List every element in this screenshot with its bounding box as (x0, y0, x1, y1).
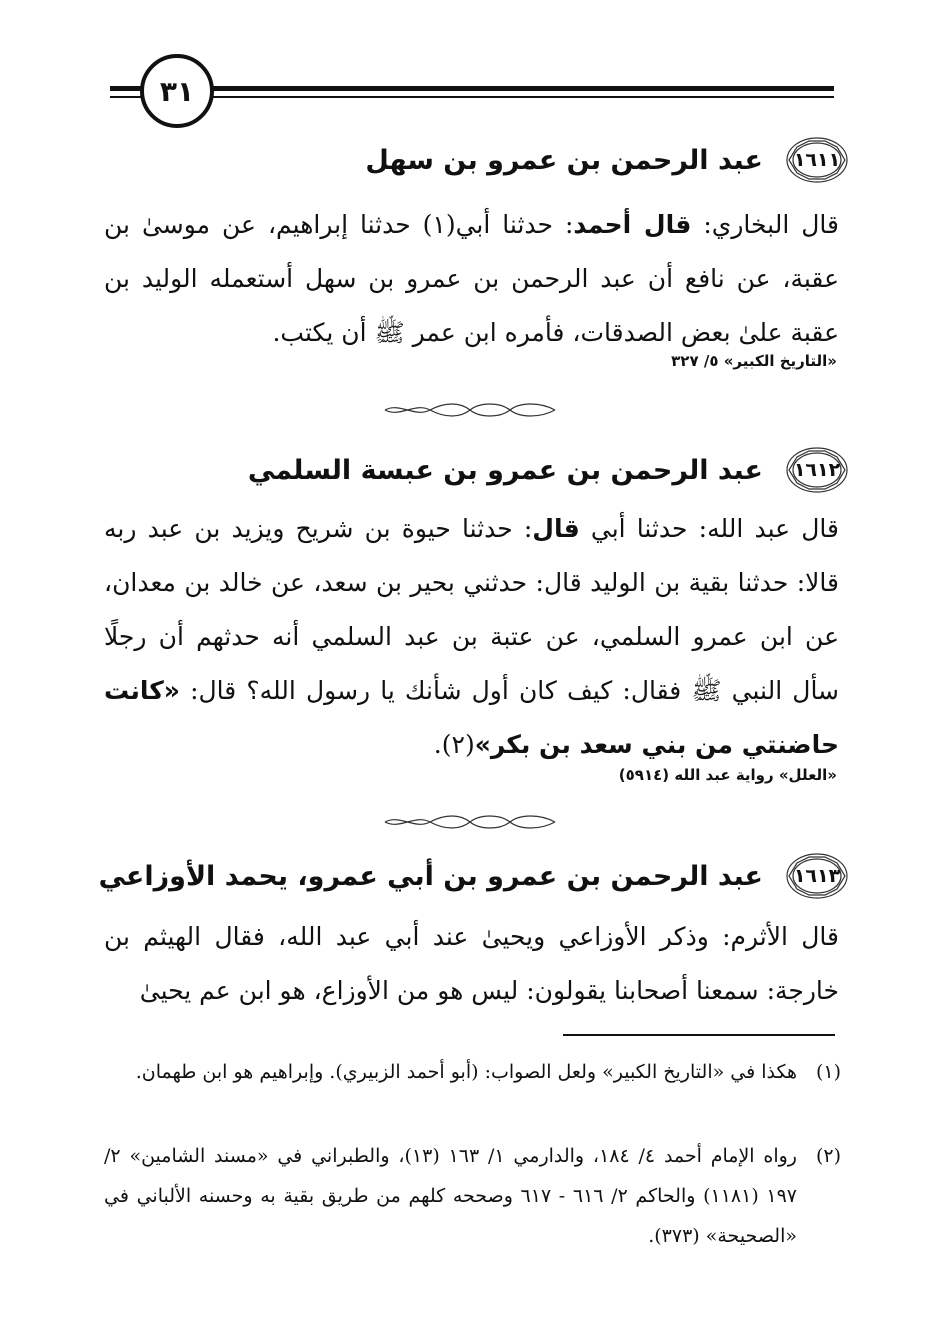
entry-source: «العلل» رواية عبد الله (٥٩١٤) (618, 766, 837, 784)
footnote-number: (١) (815, 1061, 841, 1083)
entry-body: قال البخاري: قال أحمد: حدثنا أبي(١) حدثنا إبراهيم، عن موسىٰ بن عقبة، عن نافع أن عبد الرحمن بن عمرو بن سهل أستعمله الوليد بن عقبة علىٰ بعض الصدقات، فأمره ابن عمر ﷺ أن يكتب. (104, 210, 839, 347)
entry-body: قال الأثرم: وذكر الأوزاعي ويحيىٰ عند أبي عبد الله، فقال الهيثم بن خارجة: سمعنا أصحابنا يقولون: ليس هو من الأوزاع، هو ابن عم يحيىٰ (104, 922, 839, 1005)
divider-ornament-icon (380, 814, 560, 830)
entry-number-badge: ١٦١١ (785, 135, 849, 185)
entry-title: عبد الرحمن بن عمرو بن عبسة السلمي (247, 454, 763, 486)
header-rule (212, 96, 834, 98)
footnote-text: رواه الإمام أحمد ٤/ ١٨٤، والدارمي ١/ ١٦٣ (١٣)، والطبراني في «مسند الشامين» ٢/ ١٩٧ (١١٨١) والحاكم ٢/ ٦١٦ - ٦١٧ وصححه كلهم من طريق بقية به وحسنه الألباني في «الصحيحة» (٣٧٣). (104, 1145, 797, 1247)
divider-ornament-icon (380, 402, 560, 418)
entry-body: قال عبد الله: حدثنا أبي قال: حدثنا حيوة بن شريح ويزيد بن عبد ربه قالا: حدثنا بقية بن الوليد قال: حدثني بحير بن سعد، عن خالد بن معدان، عن ابن عمرو السلمي، عن عتبة بن عبد السلمي أنه حدثهم أن رجلًا سأل النبي ﷺ فقال: كيف كان أول شأنك يا رسول الله؟ قال: «كانت حاضنتي من بني سعد بن بكر»(٢). (104, 514, 840, 759)
page-number: ٣١ (140, 54, 214, 128)
entry-number-badge: ١٦١٣ (785, 851, 849, 901)
footnote (104, 1052, 841, 1092)
entry-number-badge: ١٦١٢ (785, 445, 849, 495)
footnote (104, 1136, 841, 1256)
entry-title: عبد الرحمن بن عمرو بن سهل (365, 144, 763, 176)
entry-heading (100, 440, 849, 500)
page-header (0, 0, 941, 130)
footnote-rule (563, 1034, 835, 1036)
entry-heading (100, 130, 849, 190)
footnote-number: (٢) (815, 1145, 841, 1167)
entry-title: عبد الرحمن بن عمرو بن أبي عمرو، يحمد الأوزاعي (98, 860, 763, 892)
entry-source: «التاريخ الكبير» ٥/ ٣٢٧ (671, 352, 837, 370)
footnote-text: هكذا في «التاريخ الكبير» ولعل الصواب: (أبو أحمد الزبيري). وإبراهيم هو ابن طهمان. (135, 1061, 797, 1083)
entry-heading (100, 846, 849, 906)
header-rule (212, 86, 834, 91)
